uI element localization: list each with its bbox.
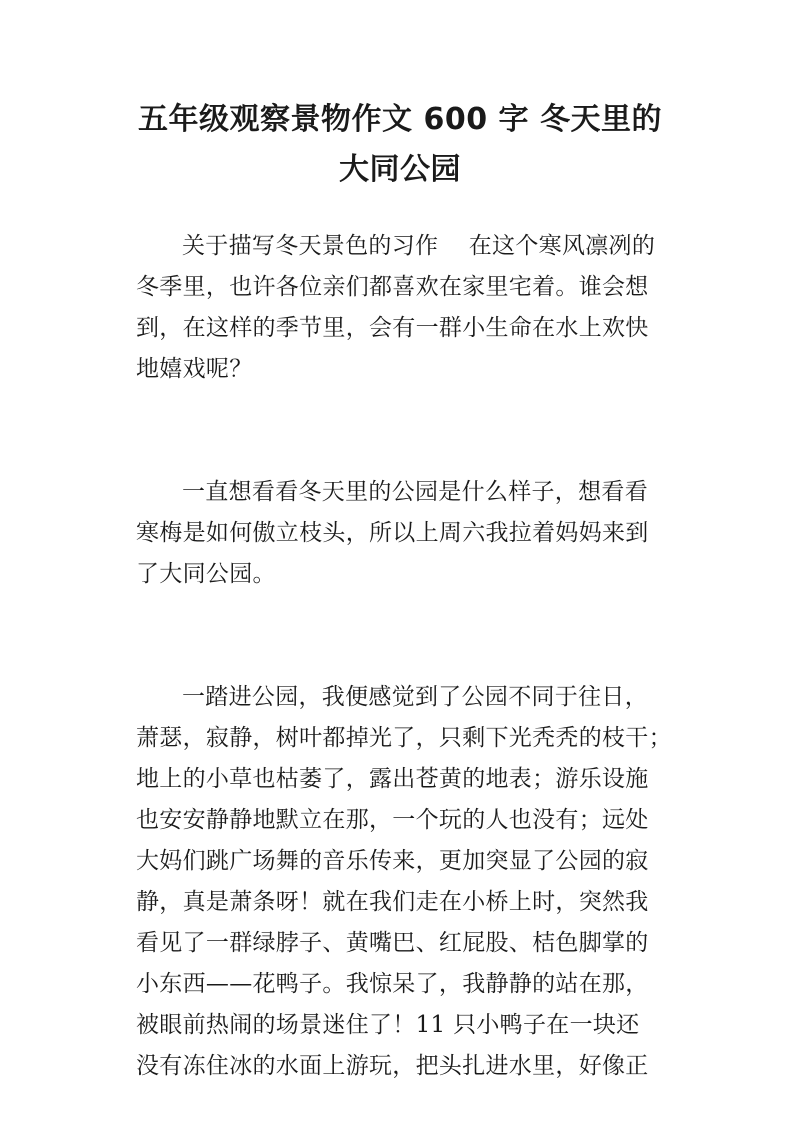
text-line: 被眼前热闹的场景迷住了！11 只小鸭子在一块还 <box>136 1012 640 1038</box>
essay-body <box>136 226 681 1087</box>
paragraph-park-scene <box>136 677 681 1087</box>
text-line: 冬季里，也许各位亲们都喜欢在家里宅着。谁会想 <box>136 274 649 300</box>
text-line: 看见了一群绿脖子、黄嘴巴、红屁股、桔色脚掌的 <box>136 930 649 956</box>
text-line: 小东西——花鸭子。我惊呆了，我静静的站在那， <box>136 971 649 997</box>
text-line: 了大同公园。 <box>136 561 276 587</box>
paragraph-spacer <box>136 595 681 677</box>
text-line: 大妈们跳广场舞的音乐传来，更加突显了公园的寂 <box>136 848 649 874</box>
paragraph-spacer <box>136 390 681 472</box>
paragraph-plan <box>136 472 681 595</box>
title-line: 大同公园 <box>339 152 461 187</box>
text-line: 关于描写冬天景色的习作 在这个寒风凛冽的 <box>182 233 656 259</box>
text-line: 没有冻住冰的水面上游玩，把头扎进水里，好像正 <box>136 1053 649 1079</box>
text-line: 静，真是萧条呀！就在我们走在小桥上时，突然我 <box>136 889 649 915</box>
text-line: 一踏进公园，我便感觉到了公园不同于往日， <box>182 684 648 710</box>
text-line: 到，在这样的季节里，会有一群小生命在水上欢快 <box>136 315 649 341</box>
essay-title <box>90 95 710 195</box>
text-line: 寒梅是如何傲立枝头，所以上周六我拉着妈妈来到 <box>136 520 649 546</box>
paragraph-intro <box>136 226 681 390</box>
text-line: 地上的小草也枯萎了，露出苍黄的地表；游乐设施 <box>136 766 649 792</box>
title-line: 五年级观察景物作文 600 字 冬天里的 <box>138 102 662 137</box>
text-line: 也安安静静地默立在那，一个玩的人也没有；远处 <box>136 807 649 833</box>
text-line: 地嬉戏呢？ <box>136 356 253 382</box>
text-line: 一直想看看冬天里的公园是什么样子，想看看 <box>182 479 648 505</box>
text-line: 萧瑟，寂静，树叶都掉光了，只剩下光秃秃的枝干； <box>136 725 672 751</box>
